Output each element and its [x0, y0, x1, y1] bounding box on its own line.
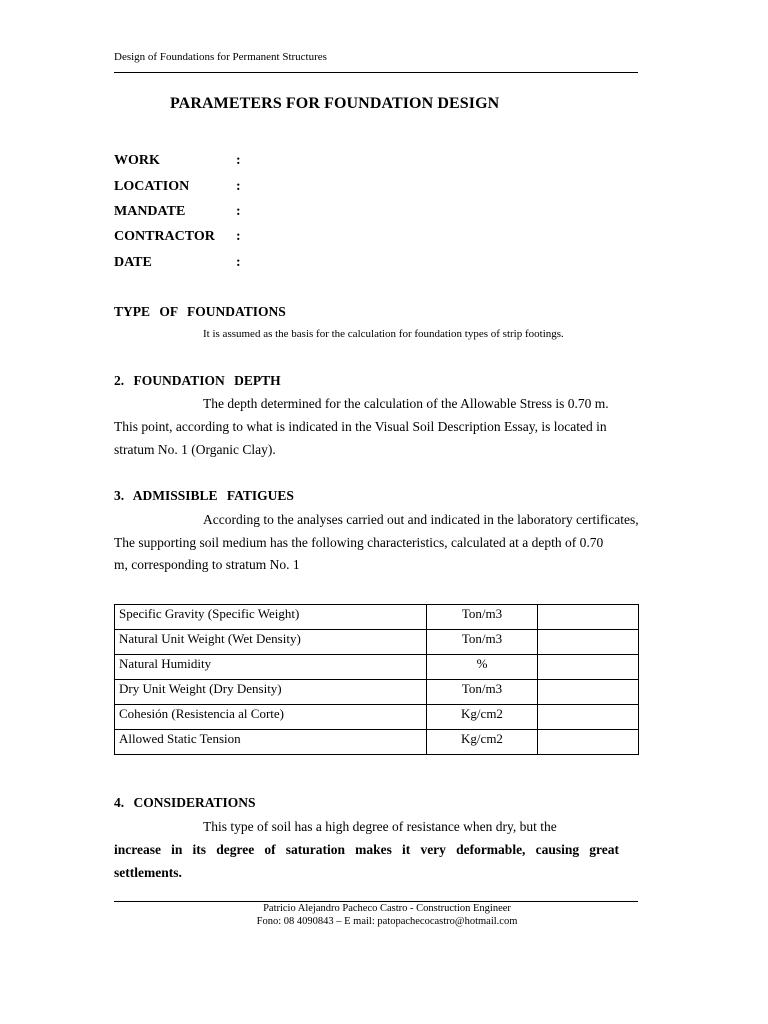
section-heading-type-of-foundations: TYPE OF FOUNDATIONS — [114, 304, 286, 319]
running-header: Design of Foundations for Permanent Structures — [114, 51, 327, 63]
value-cell — [538, 630, 639, 655]
footer-contact: Fono: 08 4090843 – E mail: patopachecocastro@hotmail.com — [256, 916, 518, 927]
table-row — [115, 605, 639, 630]
field-label: MANDATE — [114, 204, 186, 219]
property-cell: Specific Gravity (Specific Weight) — [115, 605, 427, 630]
property-cell: Allowed Static Tension — [115, 730, 427, 755]
paragraph-line: The supporting soil medium has the following characteristics, calculated at a depth of 0.70 — [114, 535, 604, 550]
unit-cell: Kg/cm2 — [427, 730, 538, 755]
unit-cell: % — [427, 655, 538, 680]
section-heading-admissible-fatigues: 3. ADMISSIBLE FATIGUES — [114, 488, 294, 503]
property-cell: Natural Unit Weight (Wet Density) — [115, 630, 427, 655]
unit-cell: Ton/m3 — [427, 630, 538, 655]
value-cell — [538, 730, 639, 755]
field-contractor — [114, 229, 241, 245]
soil-properties-table — [114, 604, 639, 755]
paragraph-line: The depth determined for the calculation of the Allowable Stress is 0.70 m. — [203, 396, 609, 411]
table-row — [115, 705, 639, 730]
field-colon: : — [236, 255, 241, 270]
paragraph-line: This point, according to what is indicated in the Visual Soil Description Essay, is located in — [114, 419, 607, 434]
field-colon: : — [236, 179, 241, 194]
section-text: It is assumed as the basis for the calculation for foundation types of strip footings. — [203, 328, 564, 340]
field-label: CONTRACTOR — [114, 229, 215, 244]
value-cell — [538, 655, 639, 680]
paragraph-line-bold: increase in its degree of saturation makes it very deformable, causing great — [114, 842, 619, 857]
value-cell — [538, 705, 639, 730]
field-date — [114, 255, 241, 271]
table-row — [115, 730, 639, 755]
footer-author: Patricio Alejandro Pacheco Castro - Construction Engineer — [263, 903, 511, 914]
page-title: PARAMETERS FOR FOUNDATION DESIGN — [170, 95, 500, 112]
field-colon: : — [236, 153, 241, 168]
value-cell — [538, 680, 639, 705]
table-row — [115, 655, 639, 680]
section-heading-foundation-depth: 2. FOUNDATION DEPTH — [114, 373, 281, 388]
paragraph-line: stratum No. 1 (Organic Clay). — [114, 442, 276, 457]
property-cell: Natural Humidity — [115, 655, 427, 680]
footer-rule — [114, 901, 638, 902]
paragraph-line-bold: settlements. — [114, 865, 182, 880]
paragraph-line: This type of soil has a high degree of resistance when dry, but the — [203, 819, 557, 834]
unit-cell: Ton/m3 — [427, 680, 538, 705]
field-work — [114, 153, 241, 169]
field-colon: : — [236, 229, 241, 244]
field-colon: : — [236, 204, 241, 219]
table-row — [115, 680, 639, 705]
property-cell: Dry Unit Weight (Dry Density) — [115, 680, 427, 705]
header-rule — [114, 72, 638, 73]
property-cell: Cohesión (Resistencia al Corte) — [115, 705, 427, 730]
table-row — [115, 630, 639, 655]
field-mandate — [114, 204, 241, 220]
field-label: DATE — [114, 255, 152, 270]
unit-cell: Kg/cm2 — [427, 705, 538, 730]
section-heading-considerations: 4. CONSIDERATIONS — [114, 795, 256, 810]
value-cell — [538, 605, 639, 630]
paragraph-line: m, corresponding to stratum No. 1 — [114, 557, 300, 572]
field-label: WORK — [114, 153, 160, 168]
field-location — [114, 179, 241, 195]
field-label: LOCATION — [114, 179, 190, 194]
unit-cell: Ton/m3 — [427, 605, 538, 630]
paragraph-line: According to the analyses carried out and indicated in the laboratory certificates, — [203, 512, 639, 527]
